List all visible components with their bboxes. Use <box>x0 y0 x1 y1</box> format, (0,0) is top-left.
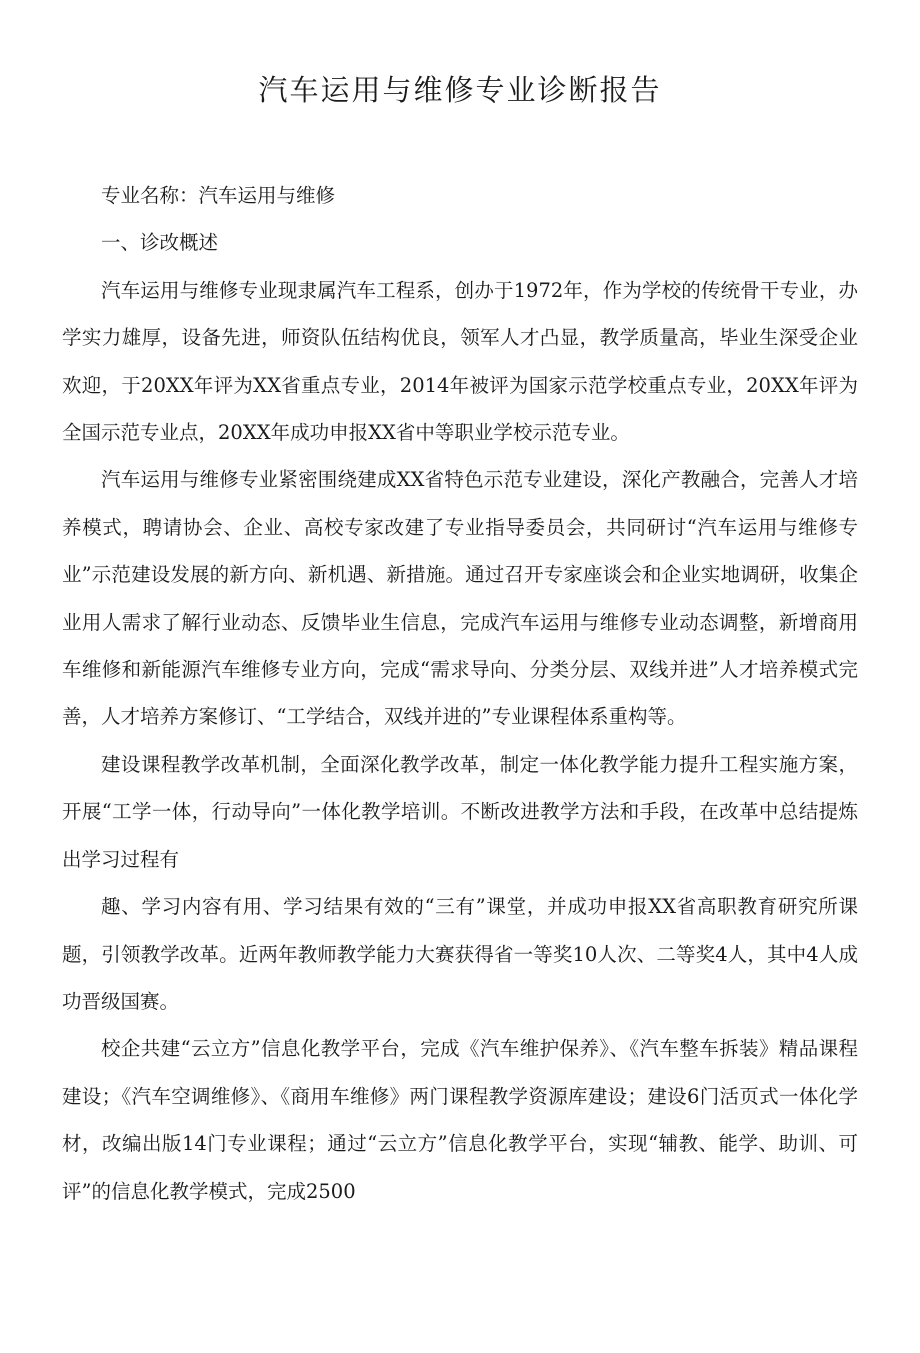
paragraph-1: 汽车运用与维修专业现隶属汽车工程系，创办于1972年，作为学校的传统骨干专业，办学实力雄厚，设备先进，师资队伍结构优良，领军人才凸显，教学质量高，毕业生深受企业欢迎，于20XX年评为XX省重点专业，2014年被评为国家示范学校重点专业，20XX年评为全国示范专业点，20XX年成功申报XX省中等职业学校示范专业。 <box>62 278 858 445</box>
document-title: 汽车运用与维修专业诊断报告 <box>258 73 662 107</box>
paragraph-2: 汽车运用与维修专业紧密围绕建成XX省特色示范专业建设，深化产教融合，完善人才培养模式，聘请协会、企业、高校专家改建了专业指导委员会，共同研讨“汽车运用与维修专业”示范建设发展的新方向、新机遇、新措施。通过召开专家座谈会和企业实地调研，收集企业用人需求了解行业动态、反馈毕业生信息，完成汽车运用与维修专业动态调整，新增商用车维修和新能源汽车维修专业方向，完成“需求导向、分类分层、双线并进”人才培养模式完善，人才培养方案修订、“工学结合，双线并进的”专业课程体系重构等。 <box>62 468 858 729</box>
document-body <box>62 172 858 1215</box>
paragraph-5: 校企共建“云立方”信息化教学平台，完成《汽车维护保养》、《汽车整车拆装》精品课程建设；《汽车空调维修》、《商用车维修》两门课程教学资源库建设；建设6门活页式一体化学材，改编出版14门专业课程；通过“云立方”信息化教学平台，实现“辅教、能学、助训、可评”的信息化教学模式，完成2500 <box>62 1037 858 1203</box>
major-name-line: 专业名称：汽车运用与维修 <box>101 184 336 207</box>
paragraph-3: 建设课程教学改革机制，全面深化教学改革，制定一体化教学能力提升工程实施方案，开展“工学一体，行动导向”一体化教学培训。不断改进教学方法和手段，在改革中总结提炼出学习过程有 <box>62 752 858 871</box>
paragraph-4: 趣、学习内容有用、学习结果有效的“三有”课堂，并成功申报XX省高职教育研究所课题，引领教学改革。近两年教师教学能力大赛获得省一等奖10人次、二等奖4人，其中4人成功晋级国赛。 <box>62 895 859 1013</box>
section-heading: 一、诊改概述 <box>101 231 219 255</box>
